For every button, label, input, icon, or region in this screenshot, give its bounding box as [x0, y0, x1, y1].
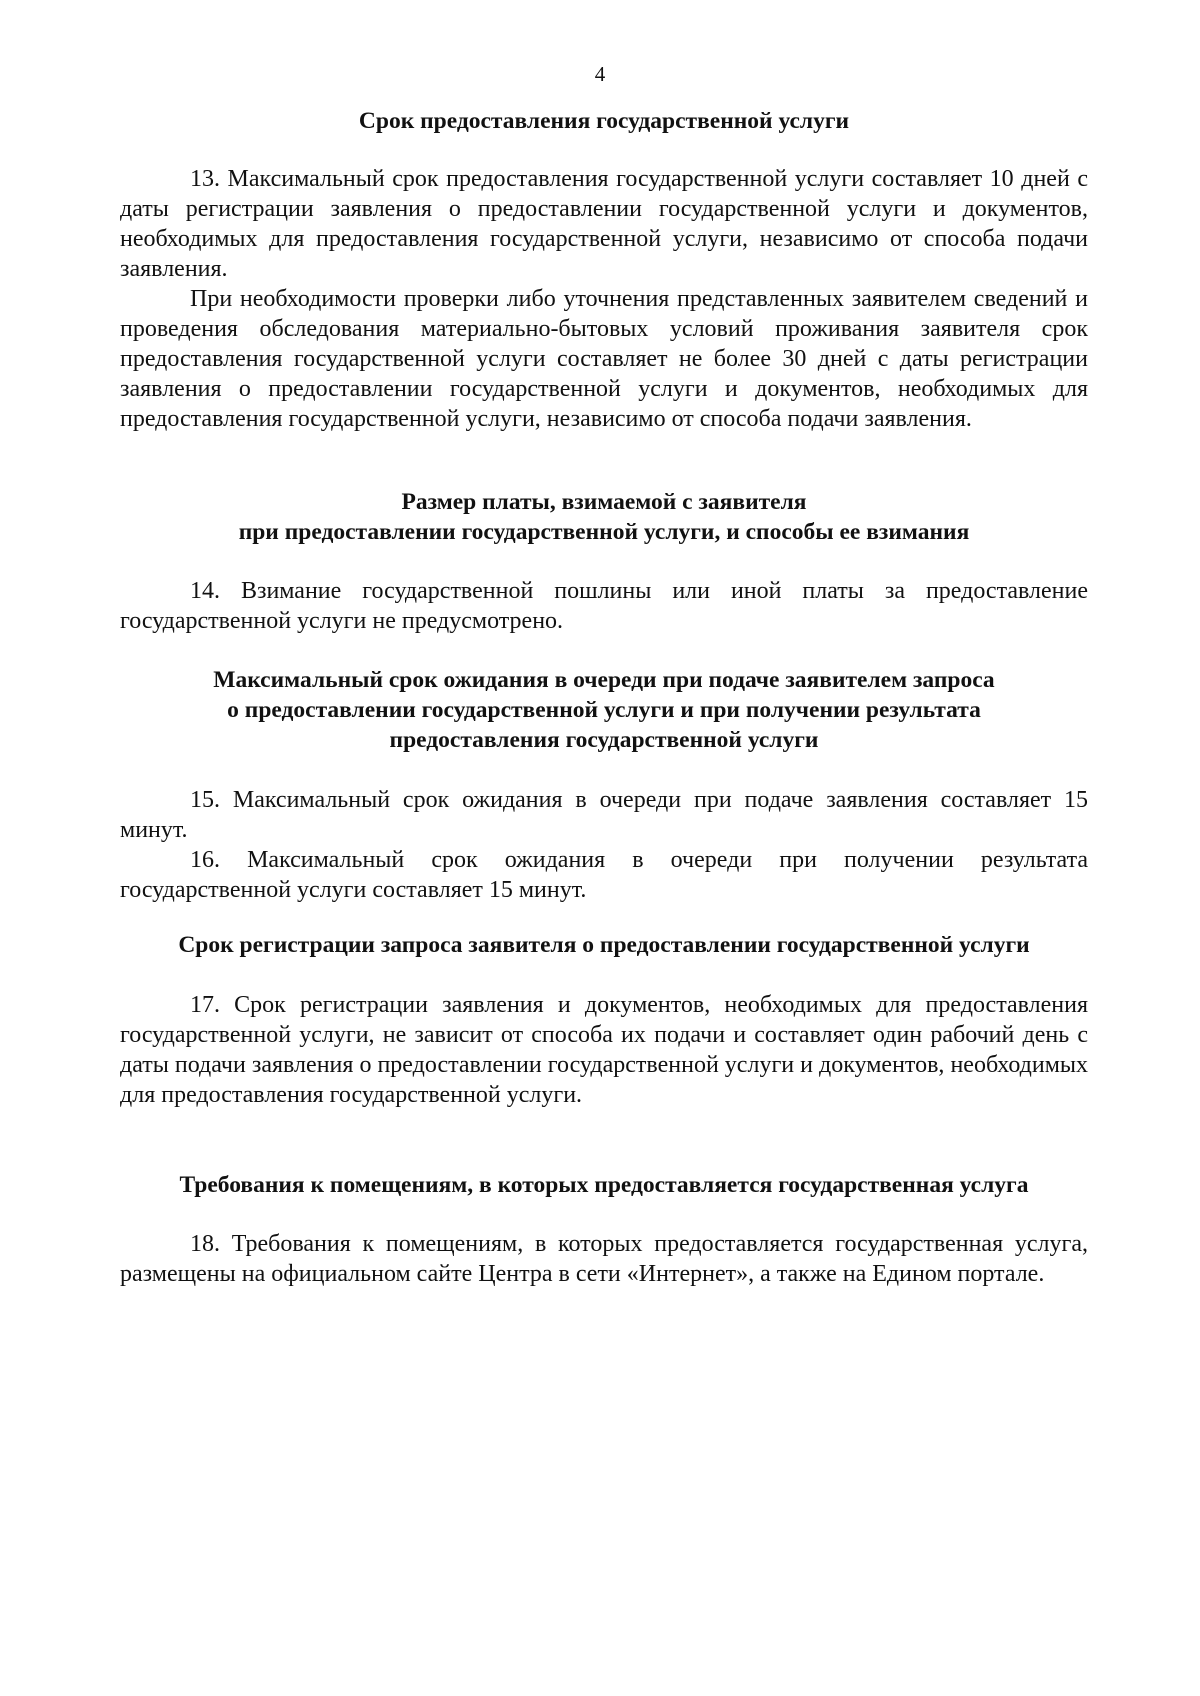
section-heading-term	[120, 106, 1088, 136]
heading-line: Максимальный срок ожидания в очереди при подаче заявителем запроса	[213, 667, 995, 693]
page-number: 4	[594, 62, 606, 86]
heading-line: о предоставлении государственной услуги и при получении результата	[227, 697, 981, 723]
section-heading-fee	[120, 487, 1088, 547]
heading-line: Срок регистрации запроса заявителя о предоставлении государственной услуги	[178, 932, 1030, 958]
paragraph-15: 15. Максимальный срок ожидания в очереди при подаче заявления составляет 15 минут.	[120, 787, 1088, 843]
paragraph-16: 16. Максимальный срок ожидания в очереди при получении результата государственной услуги составляет 15 минут.	[120, 847, 1088, 903]
heading-line: Срок предоставления государственной услуги	[358, 108, 850, 134]
heading-line: предоставления государственной услуги	[389, 727, 819, 753]
section-heading-premises	[120, 1170, 1088, 1200]
heading-line: Размер платы, взимаемой с заявителя	[401, 489, 807, 515]
paragraph-13: 13. Максимальный срок предоставления государственной услуги составляет 10 дней с даты регистрации заявления о предоставлении государственной услуги и документов, необходимых для предоставления государственной услуги, независимо от способа подачи заявления.	[120, 166, 1088, 282]
paragraph-18: 18. Требования к помещениям, в которых предоставляется государственная услуга, размещены на официальном сайте Центра в сети «Интернет», а также на Едином портале.	[120, 1231, 1088, 1287]
section-heading-queue	[120, 665, 1088, 755]
heading-line: при предоставлении государственной услуги, и способы ее взимания	[238, 519, 970, 545]
paragraph-17: 17. Срок регистрации заявления и документов, необходимых для предоставления государственной услуги, не зависит от способа их подачи и составляет один рабочий день с даты подачи заявления о предоставлении государственной услуги и документов, необходимых для предоставления государственной услуги.	[120, 992, 1088, 1108]
section-heading-registration	[120, 930, 1088, 960]
paragraph-13-continued: При необходимости проверки либо уточнения представленных заявителем сведений и проведения обследования материально-бытовых условий проживания заявителя срок предоставления государственной услуги составляет не более 30 дней с даты регистрации заявления о предоставлении государственной услуги и документов, необходимых для предоставления государственной услуги, независимо от способа подачи заявления.	[120, 286, 1088, 432]
paragraph-14: 14. Взимание государственной пошлины или иной платы за предоставление государственной услуги не предусмотрено.	[120, 578, 1088, 634]
heading-line: Требования к помещениям, в которых предоставляется государственная услуга	[179, 1172, 1029, 1198]
